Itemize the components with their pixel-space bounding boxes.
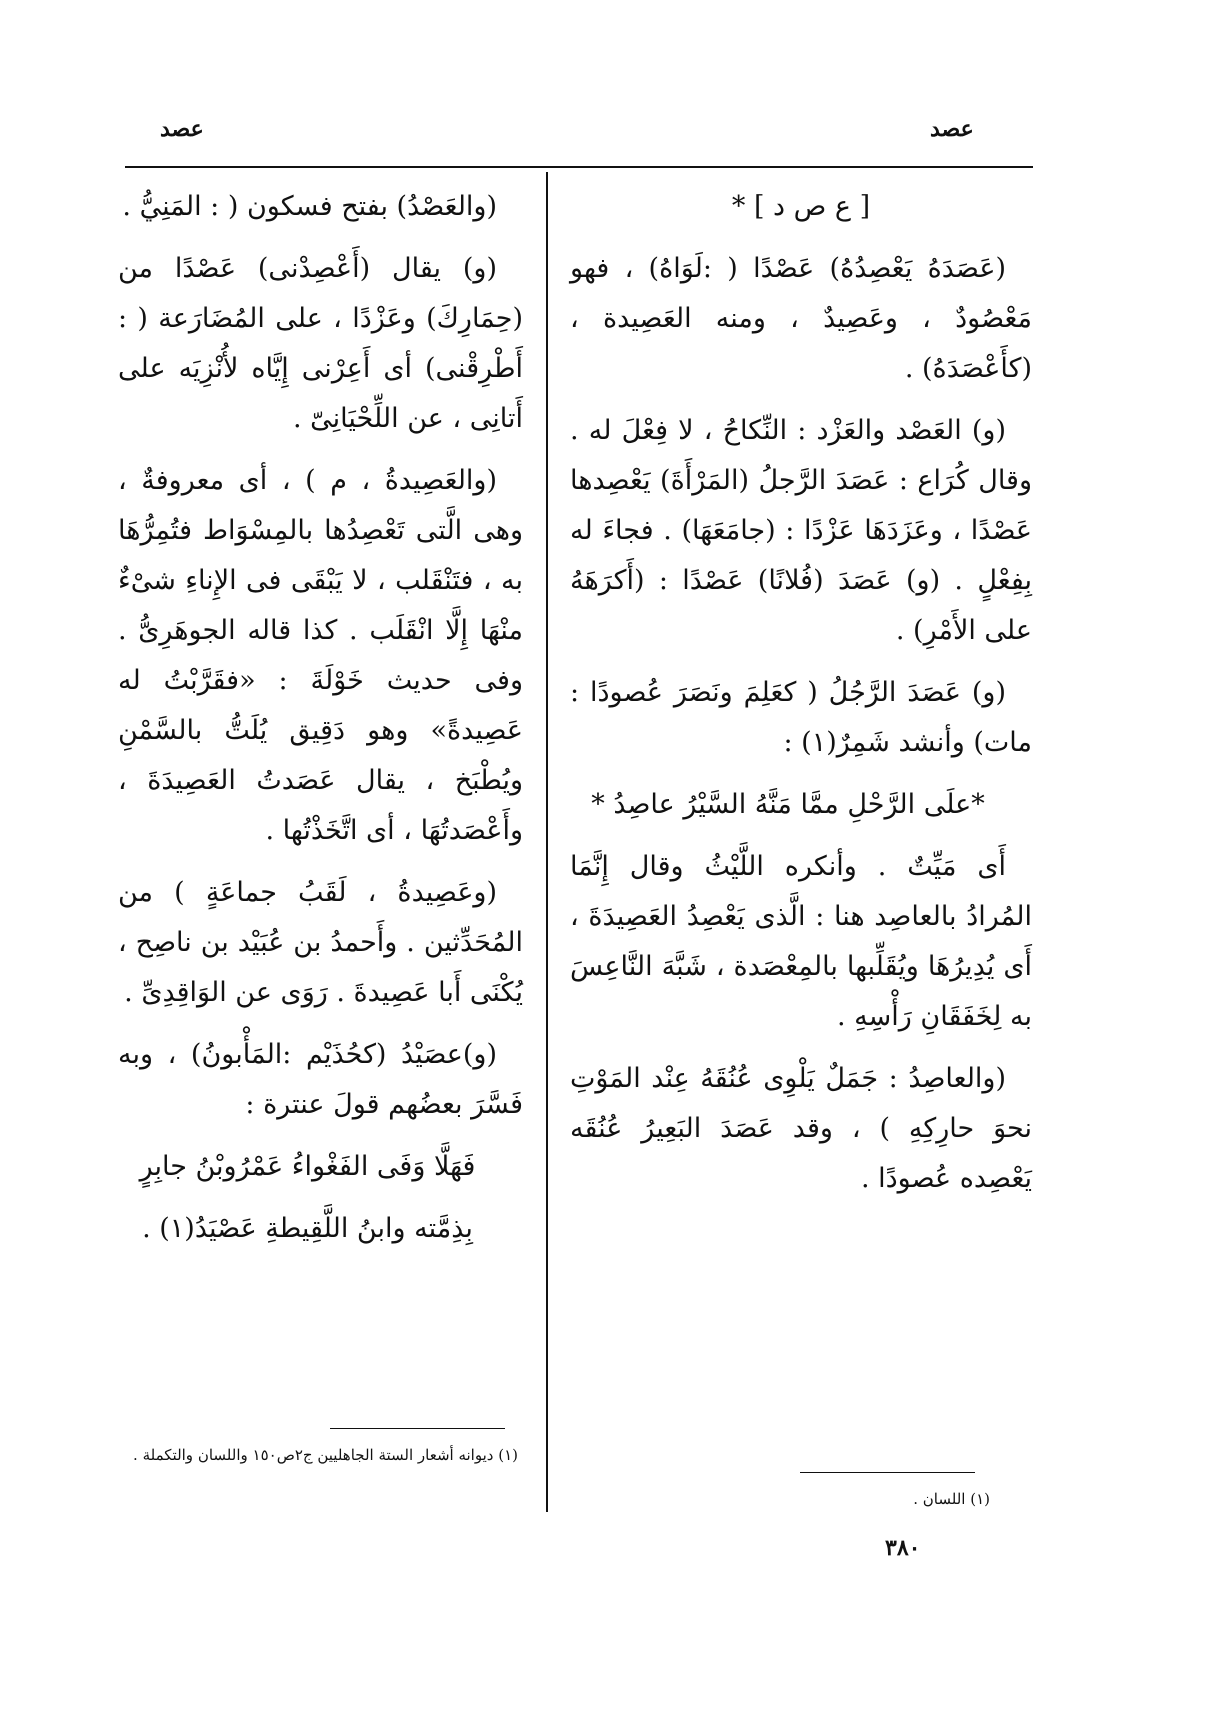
verse-line: بِذِمَّته وابنُ اللَّقِيطةِ عَصْيَدُ(١) .	[142, 1213, 473, 1244]
right-column	[570, 182, 1032, 1216]
footnote-left: (١) ديوانه أشعار الستة الجاهليين ج٢ص١٥٠ واللسان والتكملة .	[133, 1446, 518, 1464]
entry-root-heading: [ ع ص د ] *	[731, 191, 871, 222]
left-column	[118, 182, 523, 1266]
paragraph: (و) عَصَدَ الرَّجُلُ ( كعَلِمَ ونَصَرَ عُصودًا : مات) وأنشد شَمِرٌ(١) :	[570, 677, 1032, 758]
header-rule	[125, 166, 1033, 168]
footnote-right: (١) اللسان .	[913, 1490, 990, 1508]
paragraph: (وعَصِيدةُ ، لَقَبُ جماعَةٍ ) من المُحَدِّثين . وأَحمدُ بن عُبَيْد بن ناصِح ، يُكْنَى أَبا عَصِيدةَ . رَوَى عن الوَاقِدِىِّ .	[118, 877, 523, 1008]
paragraph: (و)عصَيْدُ (كحُذَيْم :المَأْبونُ) ، وبه فَسَّرَ بعضُهم قولَ عنترة :	[118, 1039, 523, 1120]
paragraph: (والعَصْدُ) بفتح فسكون ( : المَنِيُّ .	[122, 191, 497, 222]
verse-line: *علَى الرَّحْلِ ممَّا مَنَّهُ السَّيْرُ عاصِدُ *	[591, 789, 985, 820]
paragraph: (والعاصِدُ : جَمَلٌ يَلْوِى عُنُقَهُ عِنْد المَوْتِ نحوَ حارِكِهِ ) ، وقد عَصَدَ البَعِيرُ عُنُقَه يَعْصِده عُصودًا .	[570, 1063, 1032, 1194]
paragraph: (و) العَصْد والعَزْد : النِّكاحُ ، لا فِعْلَ له . وقال كُرَاع : عَصَدَ الرَّجلُ (المَرْأَةَ) يَعْصِدها عَصْدًا ، وعَزَدَهَا عَزْدًا : (جامَعَهَا) . فجاءَ له بِفِعْلٍ . (و) عَصَدَ (فُلانًا) عَصْدًا : (أَكرَهَهُ على الأَمْرِ) .	[570, 415, 1032, 646]
footnote-rule-right	[800, 1472, 975, 1473]
column-divider	[546, 172, 548, 1512]
verse-line: فَهَلَّا وَفَى الفَغْواءُ عَمْرُوبْنُ جابِرٍ	[139, 1151, 476, 1182]
paragraph: أَى مَيِّتٌ . وأنكره اللَّيْثُ وقال إِنَّمَا المُرادُ بالعاصِد هنا : الَّذى يَعْصِدُ العَصِيدَةَ ، أَى يُدِيرُهَا ويُقَلِّبها بالمِعْصَدة ، شَبَّهَ النَّاعِسَ به لِخَفَقَانِ رَأْسِهِ .	[570, 851, 1032, 1032]
running-header-right: عصد	[930, 116, 974, 142]
paragraph: (والعَصِيدةُ ، م ) ، أى معروفةٌ ، وهى الَّتى تَعْصِدُها بالمِسْوَاط فتُمِرُّهَا به ، فتَنْقَلب ، لا يَبْقَى فى الإِناءِ شىْءٌ منْهَا إِلَّا انْقَلَب . كذا قاله الجوهَرِىُّ . وفى حديث خَوْلَةَ : «فقَرَّبْتُ له عَصِيدةً» وهو دَقِيق يُلَتُّ بالسَّمْنِ ويُطْبَخ ، يقال عَصَدتُ العَصِيدَةَ ، وأَعْصَدتُهَا ، أى اتَّخَذْتُها .	[118, 465, 523, 846]
paragraph: (و) يقال (أَعْصِدْنى) عَصْدًا من (حِمَارِكَ) وعَزْدًا ، على المُضَارَعة ( : أَطْرِقْنى) أى أَعِرْنى إِيَّاه لأُنْزِيَه على أَتانِى ، عن اللِّحْيَانِىّ .	[118, 253, 523, 434]
running-header-left: عصد	[160, 116, 204, 142]
page-number: ٣٨٠	[885, 1535, 921, 1561]
footnote-rule-left	[330, 1428, 505, 1429]
paragraph: (عَصَدَهُ يَعْصِدُهُ) عَصْدًا ( :لَوَاهُ) ، فهو مَعْصُودٌ ، وعَصِيدٌ ، ومنه العَصِيدة ، (كأَعْصَدَهُ) .	[570, 253, 1032, 384]
